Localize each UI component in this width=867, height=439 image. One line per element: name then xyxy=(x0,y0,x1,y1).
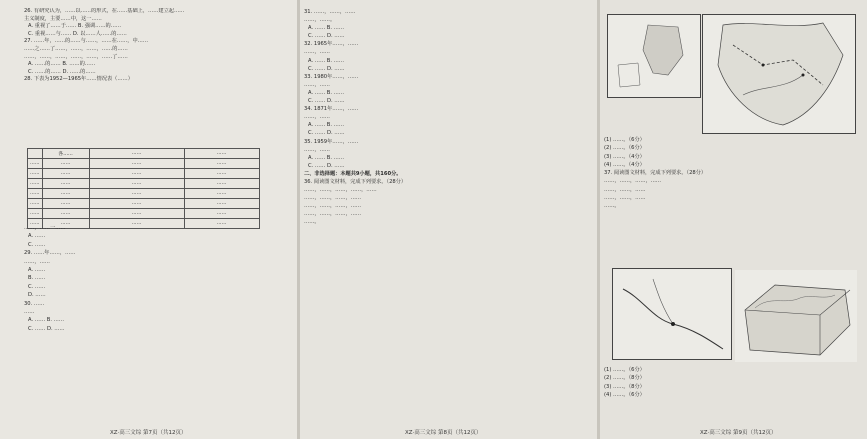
table-cell: 各…… xyxy=(42,149,89,159)
text-line: ……，……，……，…… xyxy=(604,178,662,185)
option-line: C. …… D. …… xyxy=(308,65,345,72)
region-map xyxy=(702,14,856,134)
option-line: C. 重视……与…… D. 以……人……的…… xyxy=(28,30,127,37)
text-line: ……，……，……，…… xyxy=(304,211,362,218)
table-cell: …… xyxy=(28,219,43,229)
text-line: 35. 1959年……，…… xyxy=(304,138,359,145)
middle-questions xyxy=(304,8,594,227)
text-line: (4) ……。（6分） xyxy=(604,391,645,398)
text-line: (4) ……。（4分） xyxy=(604,161,645,168)
option-line: C. …… D. …… xyxy=(308,162,345,169)
option-line: C. …… D. …… xyxy=(308,33,345,40)
table-cell: …… xyxy=(28,209,43,219)
table-cell: …… xyxy=(28,169,43,179)
question-heading: 37. 阅读图文材料，完成下列要求。（28分） xyxy=(604,170,707,177)
table-row xyxy=(28,179,260,189)
table-cell: …… xyxy=(42,199,89,209)
text-line: (3) ……。（8分） xyxy=(604,383,645,390)
option-line: A. …… B. …… xyxy=(308,25,345,32)
table-cell: …… xyxy=(89,189,184,199)
page-footer: XZ·高三文综 第9页（共12页） xyxy=(700,430,777,436)
right-questions-top xyxy=(604,136,864,211)
option-line: A. …… xyxy=(28,233,46,240)
table-cell: …… xyxy=(184,219,259,229)
table-cell: …… xyxy=(184,159,259,169)
table-cell: …… xyxy=(42,159,89,169)
text-line: ……，…… xyxy=(304,114,330,121)
text-line: ……，……。 xyxy=(304,17,336,24)
option-line: A. …… B. …… xyxy=(308,154,345,161)
table-cell: …… xyxy=(89,199,184,209)
table-cell: …… xyxy=(28,179,43,189)
table-cell: …… xyxy=(42,189,89,199)
table-cell: …… xyxy=(184,149,259,159)
page-footer: XZ·高三文综 第8页（共12页） xyxy=(405,430,482,436)
text-line: ……，…… xyxy=(304,81,330,88)
text-line: 32. 1965年……，…… xyxy=(304,41,359,48)
table-row xyxy=(28,159,260,169)
table-row xyxy=(28,149,260,159)
option-line: B. …… xyxy=(28,275,46,282)
map-drawing xyxy=(703,15,855,133)
option-line: A. …… B. …… xyxy=(308,122,345,129)
option-line: C. …… xyxy=(28,283,46,290)
option-line: A. ……的…… B. ……的…… xyxy=(28,61,96,68)
table-row xyxy=(28,209,260,219)
text-line: …… xyxy=(24,309,35,316)
map-drawing xyxy=(608,15,700,97)
text-line: ……。 xyxy=(604,203,620,210)
table-row xyxy=(28,199,260,209)
terrain-block-diagram xyxy=(735,270,857,362)
option-line: C. ……的…… D. ……的…… xyxy=(28,68,96,75)
option-line: C. …… D. …… xyxy=(308,98,345,105)
table-cell: …… xyxy=(89,179,184,189)
text-line: 主义制度，主要……中，这一…… xyxy=(24,15,102,22)
text-line: ……，…… xyxy=(304,146,330,153)
table-cell: …… xyxy=(89,169,184,179)
table-cell: …… xyxy=(28,199,43,209)
left-questions-top xyxy=(24,8,294,84)
text-line: (1) ……。（6分） xyxy=(604,367,645,373)
option-line: A. …… B. …… xyxy=(28,317,65,324)
option-line: C. …… xyxy=(28,241,46,248)
option-line: A. …… B. …… xyxy=(308,57,345,64)
table-cell: …… xyxy=(184,189,259,199)
text-line: 27. ……年，……的……与……，……在……，中…… xyxy=(24,38,149,45)
table-cell: …… xyxy=(28,189,43,199)
table-cell: …… xyxy=(42,169,89,179)
text-line: (3) ……。（4分） xyxy=(604,153,645,160)
left-questions-bottom xyxy=(24,224,294,333)
text-line: 28. 下表为1952—1965年……情况表（……） xyxy=(24,76,133,83)
page-footer: XZ·高三文综 第7页（共12页） xyxy=(110,430,187,436)
text-line: ……，……，…… xyxy=(604,195,646,202)
table-cell: …… xyxy=(28,159,43,169)
option-line: C. …… D. …… xyxy=(28,325,65,332)
option-line: A. 重视了……于…… B. 强调……的…… xyxy=(28,23,122,30)
option-line: C. …… D. …… xyxy=(308,130,345,137)
section-heading: 二、非选择题：本题共9小题，共160分。 xyxy=(304,170,402,177)
table-cell: …… xyxy=(89,219,184,229)
table-cell: …… xyxy=(42,219,89,229)
page-fold xyxy=(597,0,600,439)
table-cell: …… xyxy=(184,209,259,219)
option-line: A. …… B. …… xyxy=(308,89,345,96)
table-row xyxy=(28,169,260,179)
table-cell: …… xyxy=(184,199,259,209)
text-line: (2) ……。（6分） xyxy=(604,145,645,152)
text-line: ……之……了……，……，……，……的…… xyxy=(24,45,128,52)
text-line: ……，…… xyxy=(304,49,330,56)
option-line: D. …… xyxy=(28,292,46,299)
text-line: 30. …… xyxy=(24,300,45,307)
table-cell: …… xyxy=(184,179,259,189)
table-cell xyxy=(28,149,43,159)
text-line: ……，…… xyxy=(24,258,50,265)
text-line: 31. ……，……，…… xyxy=(304,9,356,15)
table-cell: …… xyxy=(89,159,184,169)
page-fold xyxy=(297,0,300,439)
text-line: 34. 1871年……，…… xyxy=(304,106,359,113)
map-drawing xyxy=(613,269,731,359)
text-line: 26. 有研究认为，……以……的形式，在……基础上，……建立起…… xyxy=(24,8,185,14)
text-line: ……，……，……，……，……，……了…… xyxy=(24,53,128,60)
text-line: ……，……，……，…… xyxy=(304,195,362,202)
table-cell: …… xyxy=(184,169,259,179)
location-map-inset xyxy=(607,14,701,98)
text-line: 29. ……年……，…… xyxy=(24,250,76,257)
diagram-drawing xyxy=(735,270,857,362)
text-line: ……，……，…… xyxy=(604,186,646,193)
river-map xyxy=(612,268,732,360)
table-cell: …… xyxy=(89,209,184,219)
data-table xyxy=(27,148,260,229)
text-line: ……。 xyxy=(304,219,320,226)
question-heading: 36. 阅读图文材料，完成下列要求。（28分） xyxy=(304,178,407,185)
table-row xyxy=(28,189,260,199)
option-line: A. …… xyxy=(28,267,46,274)
text-line: ……，……，……，…… xyxy=(304,203,362,210)
text-line: ……，……一…… xyxy=(24,225,66,231)
text-line: ……，……，……，……，…… xyxy=(304,187,377,194)
table-cell: …… xyxy=(89,149,184,159)
text-line: (1) ……。（6分） xyxy=(604,137,645,143)
right-questions-bottom xyxy=(604,366,864,399)
text-line: 33. 1980年……，…… xyxy=(304,73,359,80)
table-cell: …… xyxy=(42,179,89,189)
text-line: (2) ……。（8分） xyxy=(604,375,645,382)
table-cell: …… xyxy=(42,209,89,219)
